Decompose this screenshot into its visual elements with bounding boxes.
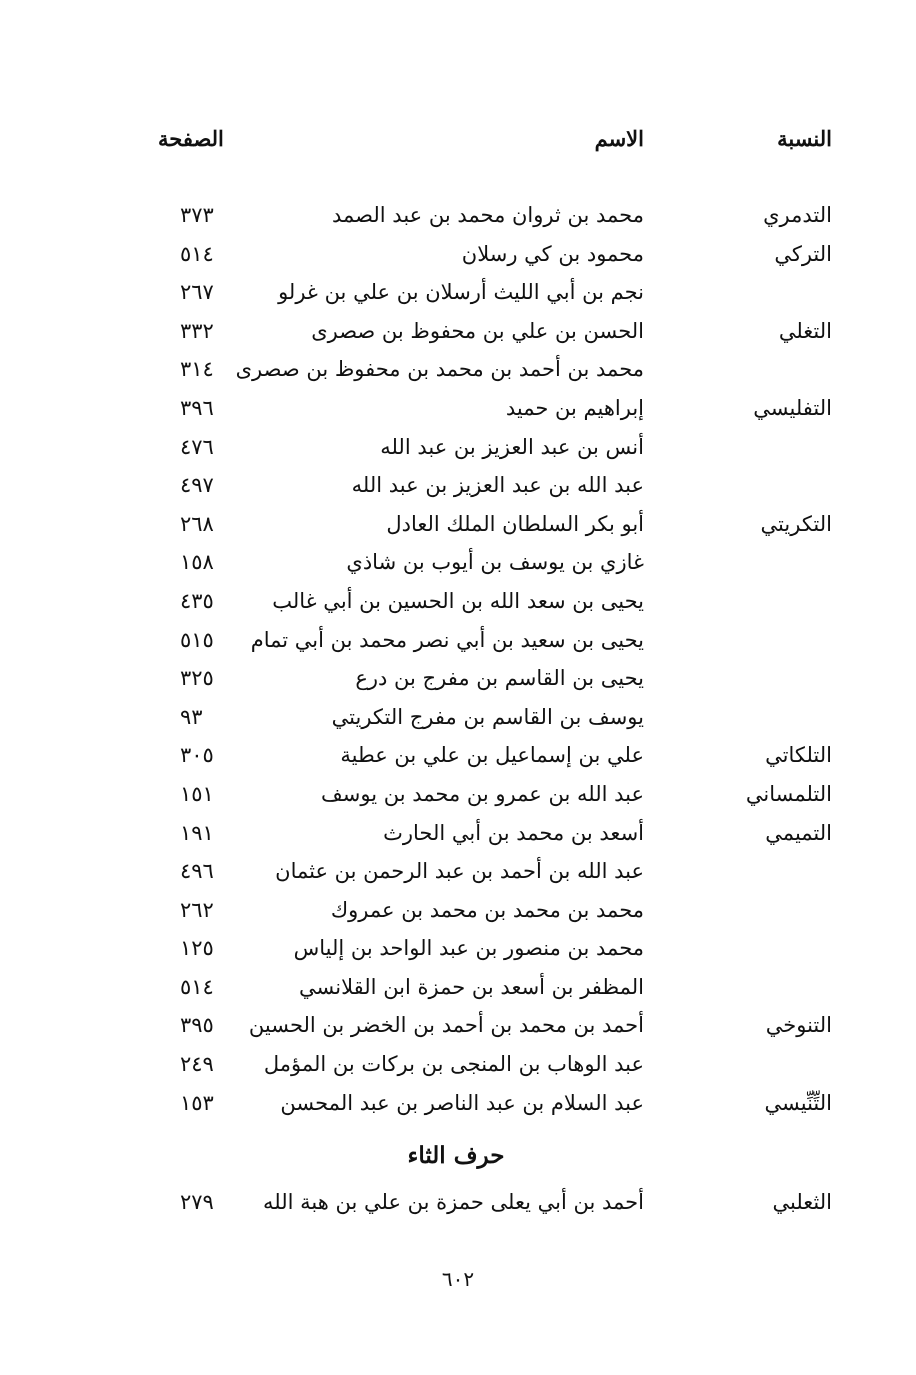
entry-nisba: التلمساني [745,781,832,806]
entry-name: علي بن إسماعيل بن علي بن عطية [340,743,644,768]
entry-row [0,203,916,242]
entry-page: ٢٦٨ [180,511,214,536]
entry-page: ٥١٤ [180,241,214,266]
entry-page: ١٩١ [180,820,214,845]
entry-name: يحيى بن سعيد بن أبي نصر محمد بن أبي تمام [250,627,644,652]
entry-nisba: التركي [774,241,832,266]
entry-row [0,628,916,667]
page-number: ٦٠٢ [441,1267,475,1291]
entry-page: ٣١٤ [180,357,214,382]
entry-page: ٣٢٥ [180,666,214,691]
entry-page: ٢٦٢ [180,897,214,922]
entry-page: ٥١٤ [180,974,214,999]
entry-row [0,859,916,898]
entry-name: أنس بن عبد العزيز بن عبد الله [380,434,644,459]
entry-row [0,319,916,358]
entry-page: ١٢٥ [180,936,214,961]
entry-name: غازي بن يوسف بن أيوب بن شاذي [346,550,644,575]
entry-row [0,589,916,628]
entry-row [0,1052,916,1091]
entry-row [0,242,916,281]
entry-page: ٤٣٥ [180,588,214,613]
entry-row [0,357,916,396]
entry-page: ١٥١ [180,781,214,806]
entry-row [0,280,916,319]
entry-row [0,1013,916,1052]
header-nisba: النسبة [777,126,832,151]
entry-name: يوسف بن القاسم بن مفرج التكريتي [331,704,644,729]
entries-list [0,203,916,1129]
entry-name: الحسن بن علي بن محفوظ بن صصرى [311,318,644,343]
entry-name: عبد السلام بن عبد الناصر بن عبد المحسن [280,1090,644,1115]
entry-page: ٢٧٩ [180,1190,214,1214]
entry-row [0,435,916,474]
entry-row [0,743,916,782]
entry-name: محمد بن محمد بن محمد بن عمروك [330,897,644,922]
entry-row [0,705,916,744]
entry-page: ٤٩٦ [180,859,214,884]
entry-row [0,1091,916,1130]
entry-name: أحمد بن محمد بن أحمد بن الخضر بن الحسين [248,1013,644,1038]
entry-page: ٣٣٢ [180,318,214,343]
entry-nisba: التغلي [778,318,832,343]
entry-page: ٩٣ [180,704,203,729]
entry-name: عبد الله بن عمرو بن محمد بن يوسف [321,781,644,806]
entry-name: عبد الوهاب بن المنجى بن بركات بن المؤمل [263,1052,644,1077]
entry-nisba: التكريتي [760,511,832,536]
entry-name: إبراهيم بن حميد [505,395,644,420]
section-heading [0,1142,916,1169]
entry-nisba: التفليسي [753,395,832,420]
entry-row [0,936,916,975]
entry-page: ٢٦٧ [180,280,214,305]
entry-name: يحيى بن سعد الله بن الحسين بن أبي غالب [272,588,644,613]
entry-page: ٣٩٦ [180,395,214,420]
entry-page: ٢٤٩ [180,1052,214,1077]
entry-page: ٤٩٧ [180,473,214,498]
entry-row [0,898,916,937]
entry-row [0,975,916,1014]
entry-nisba: التدمري [763,203,832,227]
entry-name: يحيى بن القاسم بن مفرج بن درع [355,666,644,691]
entry-row [0,666,916,705]
entry-name: محمود بن كي رسلان [461,241,644,266]
entry-name: محمد بن أحمد بن محمد بن محفوظ بن صصرى [235,357,644,382]
entry-row [0,396,916,435]
entry-nisba: التميمي [765,820,832,845]
entry-page: ٥١٥ [180,627,214,652]
entry-page: ١٥٨ [180,550,214,575]
entry-page: ١٥٣ [180,1090,214,1115]
section-entry-row [0,1190,916,1229]
entry-nisba: التنوخي [765,1013,832,1038]
entry-name: المظفر بن أسعد بن حمزة ابن القلانسي [299,974,644,999]
entry-name: أحمد بن أبي يعلى حمزة بن علي بن هبة الله [263,1190,644,1214]
entry-nisba: الثعلبي [772,1190,832,1214]
table-header [0,126,916,160]
entry-page: ٣٠٥ [180,743,214,768]
entry-row [0,550,916,589]
entry-page: ٣٧٣ [180,203,214,227]
entry-row [0,473,916,512]
section-heading-text: حرف الثاء [407,1142,505,1169]
entry-name: محمد بن ثروان محمد بن عبد الصمد [332,203,644,227]
entry-row [0,821,916,860]
entry-page: ٣٩٥ [180,1013,214,1038]
entry-name: أبو بكر السلطان الملك العادل [386,511,644,536]
entry-name: نجم بن أبي الليث أرسلان بن علي بن غرلو [278,280,644,305]
entry-nisba: التِّنِّيسي [764,1090,832,1115]
header-name: الاسم [594,126,644,151]
entry-name: أسعد بن محمد بن أبي الحارث [383,820,644,845]
entry-name: عبد الله بن عبد العزيز بن عبد الله [351,473,644,498]
header-page: الصفحة [158,126,224,151]
entry-name: محمد بن منصور بن عبد الواحد بن إلياس [293,936,644,961]
entry-row [0,512,916,551]
entry-row [0,782,916,821]
entry-nisba: التلكاتي [765,743,832,768]
entry-name: عبد الله بن أحمد بن عبد الرحمن بن عثمان [275,859,644,884]
entry-page: ٤٧٦ [180,434,214,459]
